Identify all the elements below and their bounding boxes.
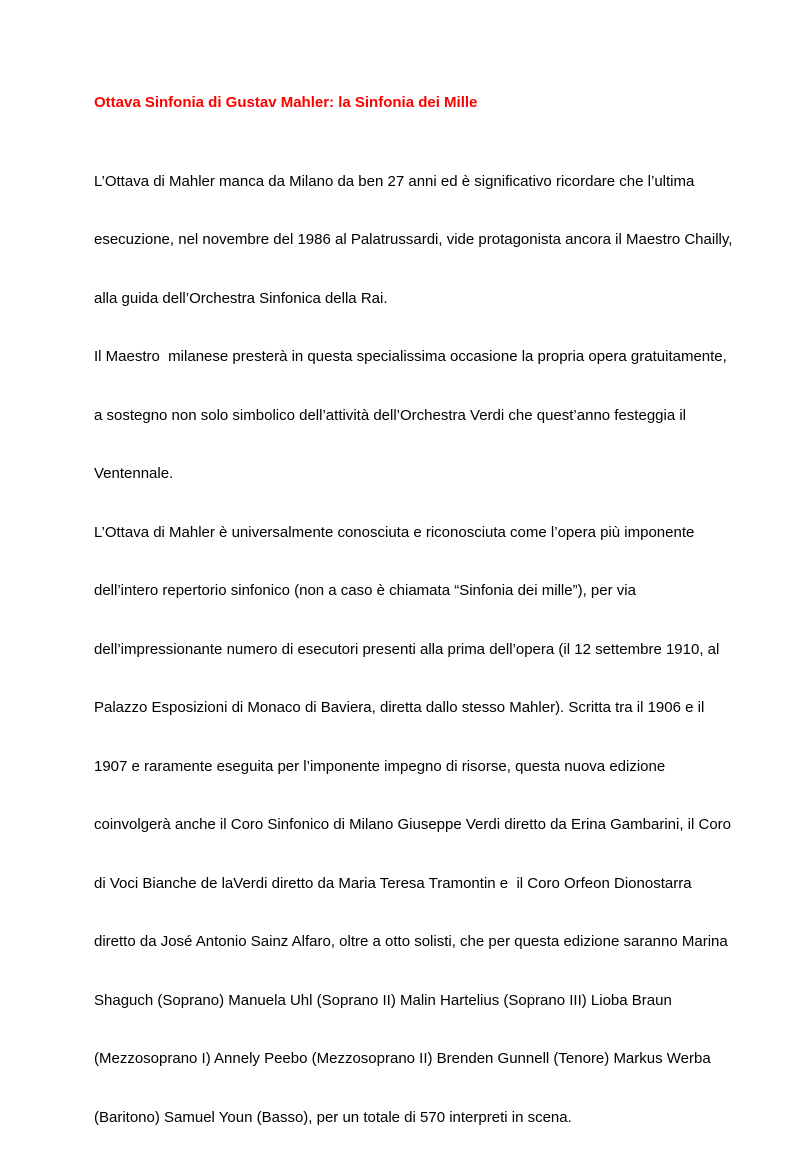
document-body — [94, 133, 734, 1166]
body-line: (Mezzosoprano I) Annely Peebo (Mezzosoprano II) Brenden Gunnell (Tenore) Markus Werba — [94, 1049, 734, 1069]
body-line: dell’intero repertorio sinfonico (non a caso è chiamata “Sinfonia dei mille”), per via — [94, 581, 734, 601]
body-line: (Baritono) Samuel Youn (Basso), per un totale di 570 interpreti in scena. — [94, 1108, 734, 1128]
document-content — [94, 93, 734, 1166]
body-line: Ventennale. — [94, 464, 734, 484]
body-line: 1907 e raramente eseguita per l’imponente impegno di risorse, questa nuova edizione — [94, 757, 734, 777]
body-line: di Voci Bianche de laVerdi diretto da Maria Teresa Tramontin e il Coro Orfeon Dionostarra — [94, 874, 734, 894]
document-title: Ottava Sinfonia di Gustav Mahler: la Sinfonia dei Mille — [94, 93, 734, 113]
body-line: L’Ottava di Mahler è universalmente conosciuta e riconosciuta come l’opera più imponente — [94, 523, 734, 543]
body-line: coinvolgerà anche il Coro Sinfonico di Milano Giuseppe Verdi diretto da Erina Gambarini, il Coro — [94, 815, 734, 835]
body-line: diretto da José Antonio Sainz Alfaro, oltre a otto solisti, che per questa edizione saranno Marina — [94, 932, 734, 952]
paragraph-spacer — [94, 113, 734, 133]
body-line: Shaguch (Soprano) Manuela Uhl (Soprano II) Malin Hartelius (Soprano III) Lioba Braun — [94, 991, 734, 1011]
body-line: esecuzione, nel novembre del 1986 al Palatrussardi, vide protagonista ancora il Maestro Chailly, — [94, 230, 734, 250]
body-line: Palazzo Esposizioni di Monaco di Baviera, diretta dallo stesso Mahler). Scritta tra il 1906 e il — [94, 698, 734, 718]
body-line: L’Ottava di Mahler manca da Milano da ben 27 anni ed è significativo ricordare che l’ultima — [94, 172, 734, 192]
body-line: Il Maestro milanese presterà in questa specialissima occasione la propria opera gratuitamente, — [94, 347, 734, 367]
body-line: a sostegno non solo simbolico dell’attività dell’Orchestra Verdi che quest’anno festeggia il — [94, 406, 734, 426]
body-line: dell’impressionante numero di esecutori presenti alla prima dell’opera (il 12 settembre 1910, al — [94, 640, 734, 660]
body-line: alla guida dell’Orchestra Sinfonica della Rai. — [94, 289, 734, 309]
